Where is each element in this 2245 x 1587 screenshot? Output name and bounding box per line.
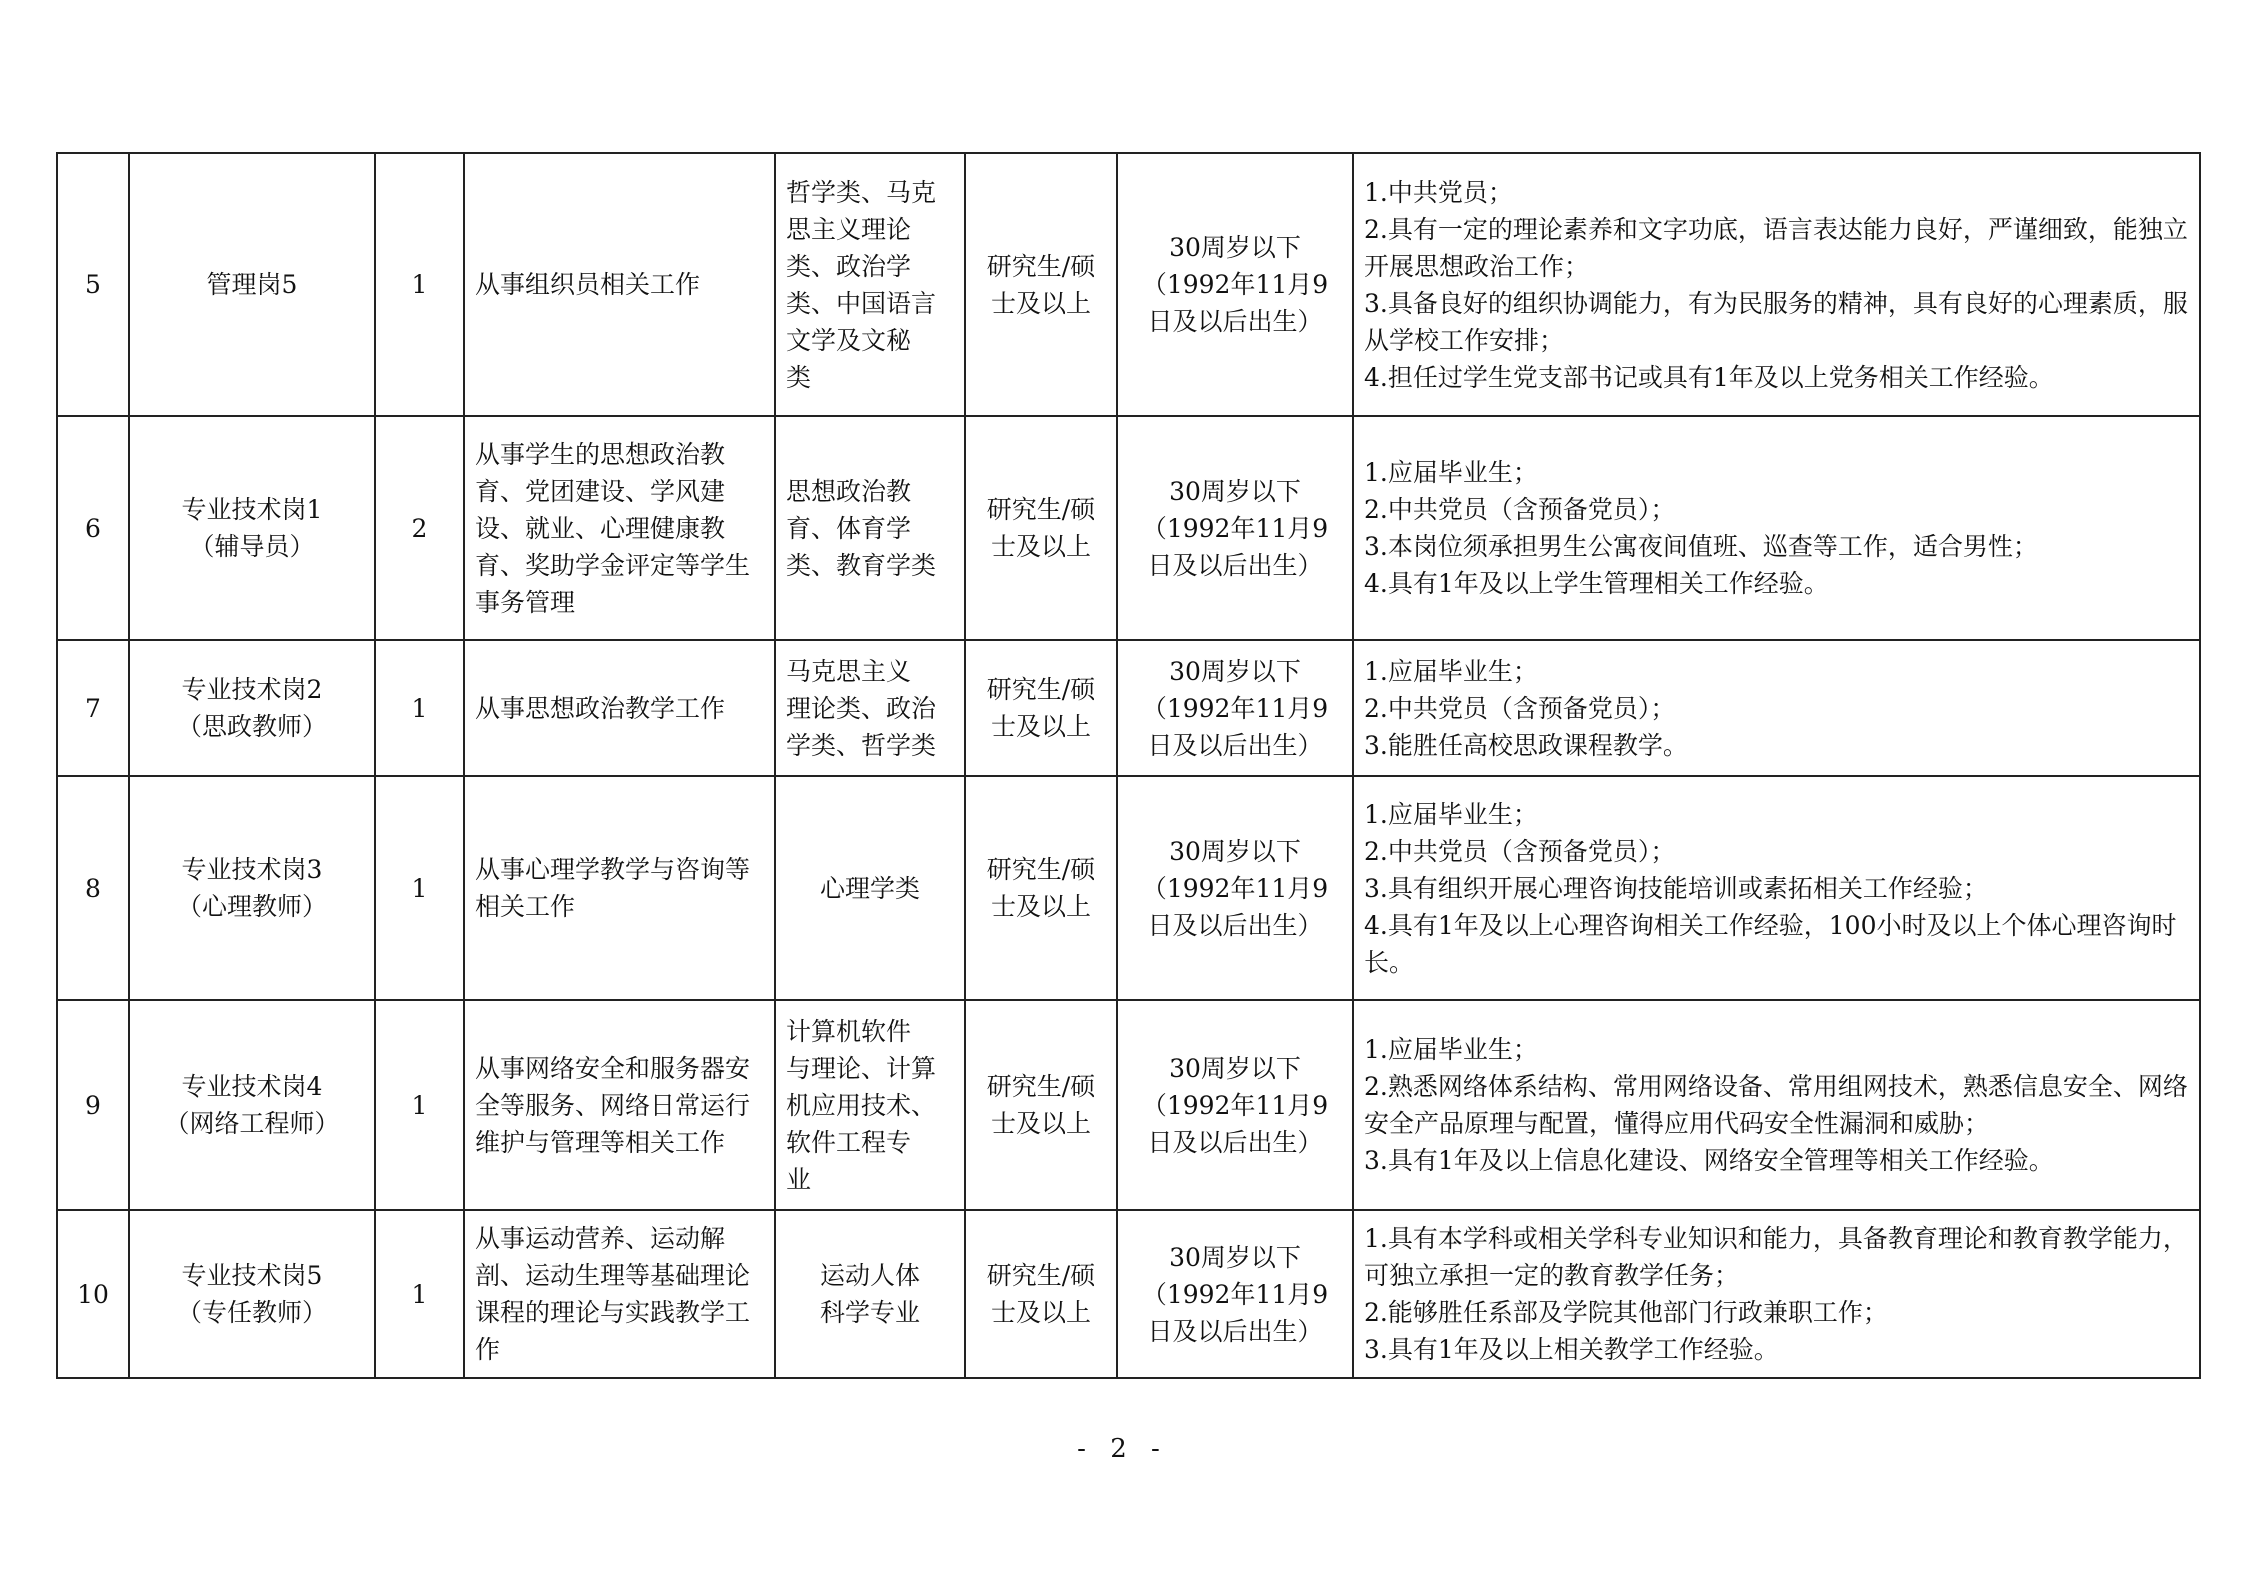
row-number: 8 (57, 776, 129, 1000)
job-duty: 从事心理学教学与咨询等相关工作 (464, 776, 775, 1000)
post-name: 专业技术岗3 （心理教师） (129, 776, 375, 1000)
other-requirements: 1.中共党员； 2.具有一定的理论素养和文字功底，语言表达能力良好，严谨细致，能独立开展思想政治工作； 3.具备良好的组织协调能力，有为民服务的精神，具有良好的心理素质，服从学校工作安排； 4.担任过学生党支部书记或具有1年及以上党务相关工作经验。 (1353, 153, 2200, 416)
post-name: 管理岗5 (129, 153, 375, 416)
post-name: 专业技术岗1 （辅导员） (129, 416, 375, 640)
row-number: 6 (57, 416, 129, 640)
table-row (57, 153, 2200, 416)
hire-count: 1 (375, 1000, 464, 1210)
major-requirement: 运动人体 科学专业 (775, 1210, 965, 1378)
hire-count: 1 (375, 153, 464, 416)
recruitment-table (56, 152, 2201, 1379)
post-name: 专业技术岗5 （专任教师） (129, 1210, 375, 1378)
other-requirements: 1.应届毕业生； 2.中共党员（含预备党员）； 3.能胜任高校思政课程教学。 (1353, 640, 2200, 776)
hire-count: 1 (375, 640, 464, 776)
job-duty: 从事网络安全和服务器安全等服务、网络日常运行维护与管理等相关工作 (464, 1000, 775, 1210)
table-row (57, 416, 2200, 640)
other-requirements: 1.应届毕业生； 2.熟悉网络体系结构、常用网络设备、常用组网技术，熟悉信息安全、网络安全产品原理与配置，懂得应用代码安全性漏洞和威胁； 3.具有1年及以上信息化建设、网络安全管理等相关工作经验。 (1353, 1000, 2200, 1210)
education-requirement: 研究生/硕 士及以上 (965, 1210, 1117, 1378)
education-requirement: 研究生/硕 士及以上 (965, 776, 1117, 1000)
major-requirement: 心理学类 (775, 776, 965, 1000)
job-duty: 从事运动营养、运动解剖、运动生理等基础理论课程的理论与实践教学工作 (464, 1210, 775, 1378)
age-requirement: 30周岁以下 （1992年11月9 日及以后出生） (1117, 640, 1353, 776)
table-row (57, 776, 2200, 1000)
table-row (57, 1210, 2200, 1378)
table-row (57, 640, 2200, 776)
row-number: 10 (57, 1210, 129, 1378)
age-requirement: 30周岁以下 （1992年11月9 日及以后出生） (1117, 1210, 1353, 1378)
hire-count: 1 (375, 776, 464, 1000)
table-row (57, 1000, 2200, 1210)
row-number: 9 (57, 1000, 129, 1210)
age-requirement: 30周岁以下 （1992年11月9 日及以后出生） (1117, 416, 1353, 640)
row-number: 5 (57, 153, 129, 416)
age-requirement: 30周岁以下 （1992年11月9 日及以后出生） (1117, 776, 1353, 1000)
other-requirements: 1.具有本学科或相关学科专业知识和能力，具备教育理论和教育教学能力，可独立承担一定的教育教学任务； 2.能够胜任系部及学院其他部门行政兼职工作； 3.具有1年及以上相关教学工作经验。 (1353, 1210, 2200, 1378)
education-requirement: 研究生/硕 士及以上 (965, 416, 1117, 640)
hire-count: 2 (375, 416, 464, 640)
major-requirement: 哲学类、马克 思主义理论 类、政治学 类、中国语言 文学及文秘 类 (775, 153, 965, 416)
job-duty: 从事学生的思想政治教育、党团建设、学风建设、就业、心理健康教育、奖助学金评定等学生事务管理 (464, 416, 775, 640)
row-number: 7 (57, 640, 129, 776)
major-requirement: 马克思主义 理论类、政治 学类、哲学类 (775, 640, 965, 776)
education-requirement: 研究生/硕 士及以上 (965, 153, 1117, 416)
other-requirements: 1.应届毕业生； 2.中共党员（含预备党员）； 3.本岗位须承担男生公寓夜间值班、巡查等工作，适合男性； 4.具有1年及以上学生管理相关工作经验。 (1353, 416, 2200, 640)
education-requirement: 研究生/硕 士及以上 (965, 1000, 1117, 1210)
education-requirement: 研究生/硕 士及以上 (965, 640, 1117, 776)
post-name: 专业技术岗4 （网络工程师） (129, 1000, 375, 1210)
other-requirements: 1.应届毕业生； 2.中共党员（含预备党员）； 3.具有组织开展心理咨询技能培训或素拓相关工作经验； 4.具有1年及以上心理咨询相关工作经验，100小时及以上个体心理咨询时长。 (1353, 776, 2200, 1000)
post-name: 专业技术岗2 （思政教师） (129, 640, 375, 776)
age-requirement: 30周岁以下 （1992年11月9 日及以后出生） (1117, 153, 1353, 416)
job-duty: 从事思想政治教学工作 (464, 640, 775, 776)
major-requirement: 计算机软件 与理论、计算 机应用技术、 软件工程专 业 (775, 1000, 965, 1210)
hire-count: 1 (375, 1210, 464, 1378)
age-requirement: 30周岁以下 （1992年11月9 日及以后出生） (1117, 1000, 1353, 1210)
job-duty: 从事组织员相关工作 (464, 153, 775, 416)
major-requirement: 思想政治教 育、体育学 类、教育学类 (775, 416, 965, 640)
page-number: - 2 - (1077, 1434, 1168, 1464)
